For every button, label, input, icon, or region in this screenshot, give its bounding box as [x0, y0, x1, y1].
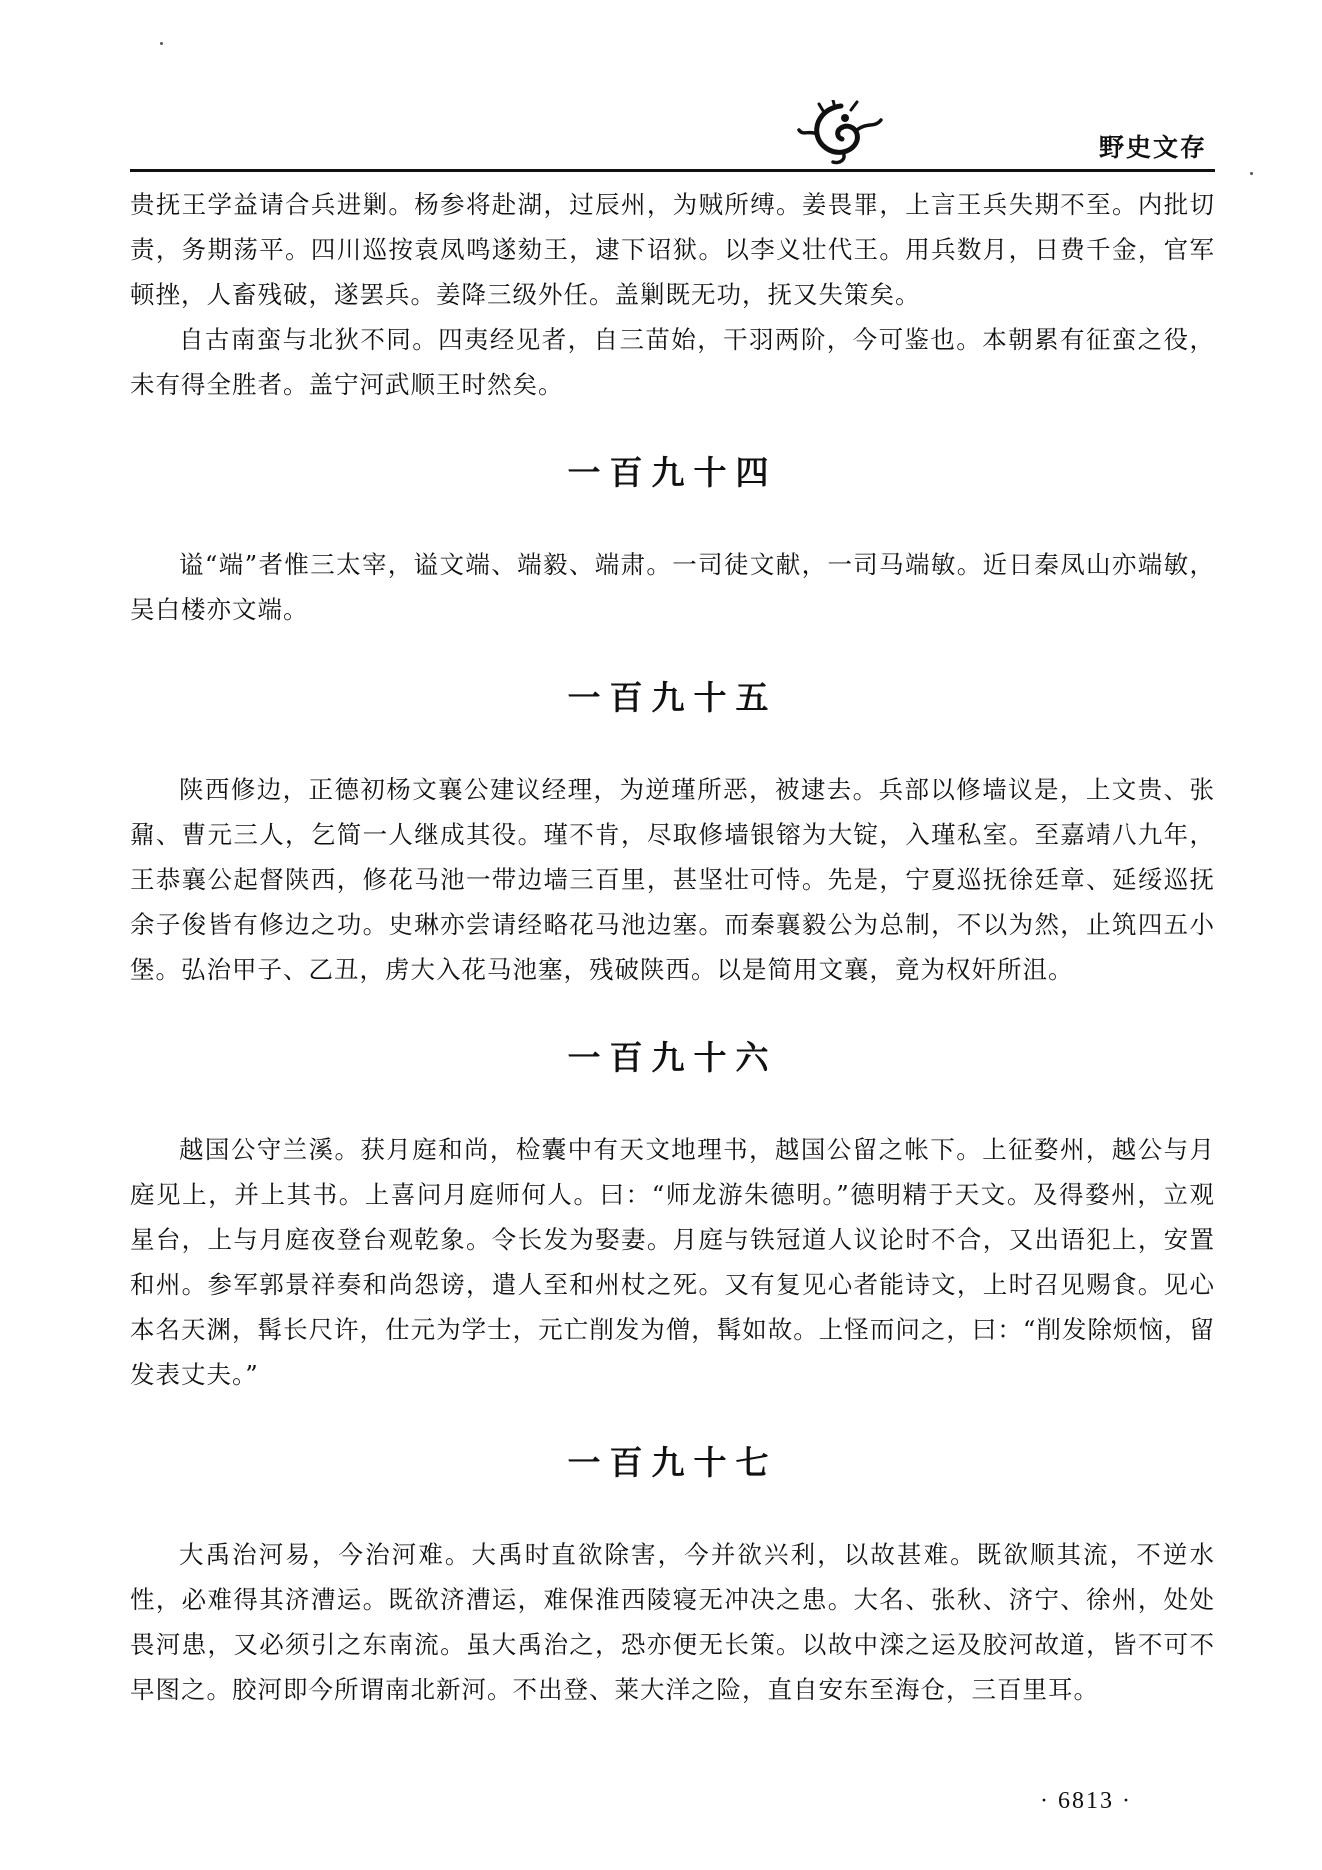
section-194 [130, 445, 1215, 632]
section-heading: 一百九十五 [567, 678, 778, 717]
paragraph: 自古南蛮与北狄不同。四夷经见者，自三苗始，干羽两阶，今可鉴也。本朝累有征蛮之役，未有得全胜者。盖宁河武顺王时然矣。 [130, 325, 1215, 399]
section-196 [130, 1030, 1215, 1397]
section-heading: 一百九十七 [567, 1443, 778, 1482]
section-197 [130, 1435, 1215, 1712]
dragon-emblem-icon [795, 100, 887, 168]
paragraph: 贵抚王学益请合兵进剿。杨参将赴湖，过辰州，为贼所缚。姜畏罪，上言王兵失期不至。内批切责，务期荡平。四川巡按袁凤鸣遂劾王，逮下诏狱。以李义壮代王。用兵数月，日费千金，官军顿挫，人畜残破，遂罢兵。姜降三级外任。盖剿既无功，抚又失策矣。 [130, 190, 1215, 309]
section-heading: 一百九十六 [567, 1038, 778, 1077]
main-text [130, 182, 1215, 1712]
scan-speck [160, 42, 163, 45]
header-rule [130, 169, 1215, 172]
paragraph: 陕西修边，正德初杨文襄公建议经理，为逆瑾所恶，被逮去。兵部以修墙议是，上文贵、张鼐、曹元三人，乞简一人继成其役。瑾不肯，尽取修墙银镕为大锭，入瑾私室。至嘉靖八九年，王恭襄公起督陕西，修花马池一带边墙三百里，甚坚壮可恃。先是，宁夏巡抚徐廷章、延绥巡抚余子俊皆有修边之功。史琳亦尝请经略花马池边塞。而秦襄毅公为总制，不以为然，止筑四五小堡。弘治甲子、乙丑，虏大入花马池塞，残破陕西。以是简用文襄，竟为权奸所沮。 [130, 775, 1215, 984]
paragraph: 越国公守兰溪。获月庭和尚，检囊中有天文地理书，越国公留之帐下。上征婺州，越公与月庭见上，并上其书。上喜问月庭师何人。曰：“师龙游朱德明。”德明精于天文。及得婺州，立观星台，上与月庭夜登台观乾象。令长发为娶妻。月庭与铁冠道人议论时不合，又出语犯上，安置和州。参军郭景祥奏和尚怨谤，遣人至和州杖之死。又有复见心者能诗文，上时召见赐食。见心本名天渊，髯长尺许，仕元为学士，元亡削发为僧，髯如故。上怪而问之，曰：“削发除烦恼，留发表丈夫。” [130, 1135, 1215, 1389]
page-number: · 6813 · [1040, 1788, 1132, 1814]
section-heading: 一百九十四 [567, 453, 778, 492]
section-continued [130, 182, 1215, 407]
section-195 [130, 670, 1215, 992]
book-title: 野史文存 [1098, 133, 1207, 162]
running-header [130, 100, 1215, 172]
scan-speck [1250, 172, 1253, 175]
paragraph: 大禹治河易，今治河难。大禹时直欲除害，今并欲兴利，以故甚难。既欲顺其流，不逆水性，必难得其济漕运。既欲济漕运，难保淮西陵寝无冲决之患。大名、张秋、济宁、徐州，处处畏河患，又必须引之东南流。虽大禹治之，恐亦便无长策。以故中滦之运及胶河故道，皆不可不早图之。胶河即今所谓南北新河。不出登、莱大洋之险，直自安东至海仓，三百里耳。 [130, 1540, 1215, 1704]
paragraph: 谥“端”者惟三太宰，谥文端、端毅、端肃。一司徒文献，一司马端敏。近日秦凤山亦端敏，吴白楼亦文端。 [130, 550, 1215, 624]
